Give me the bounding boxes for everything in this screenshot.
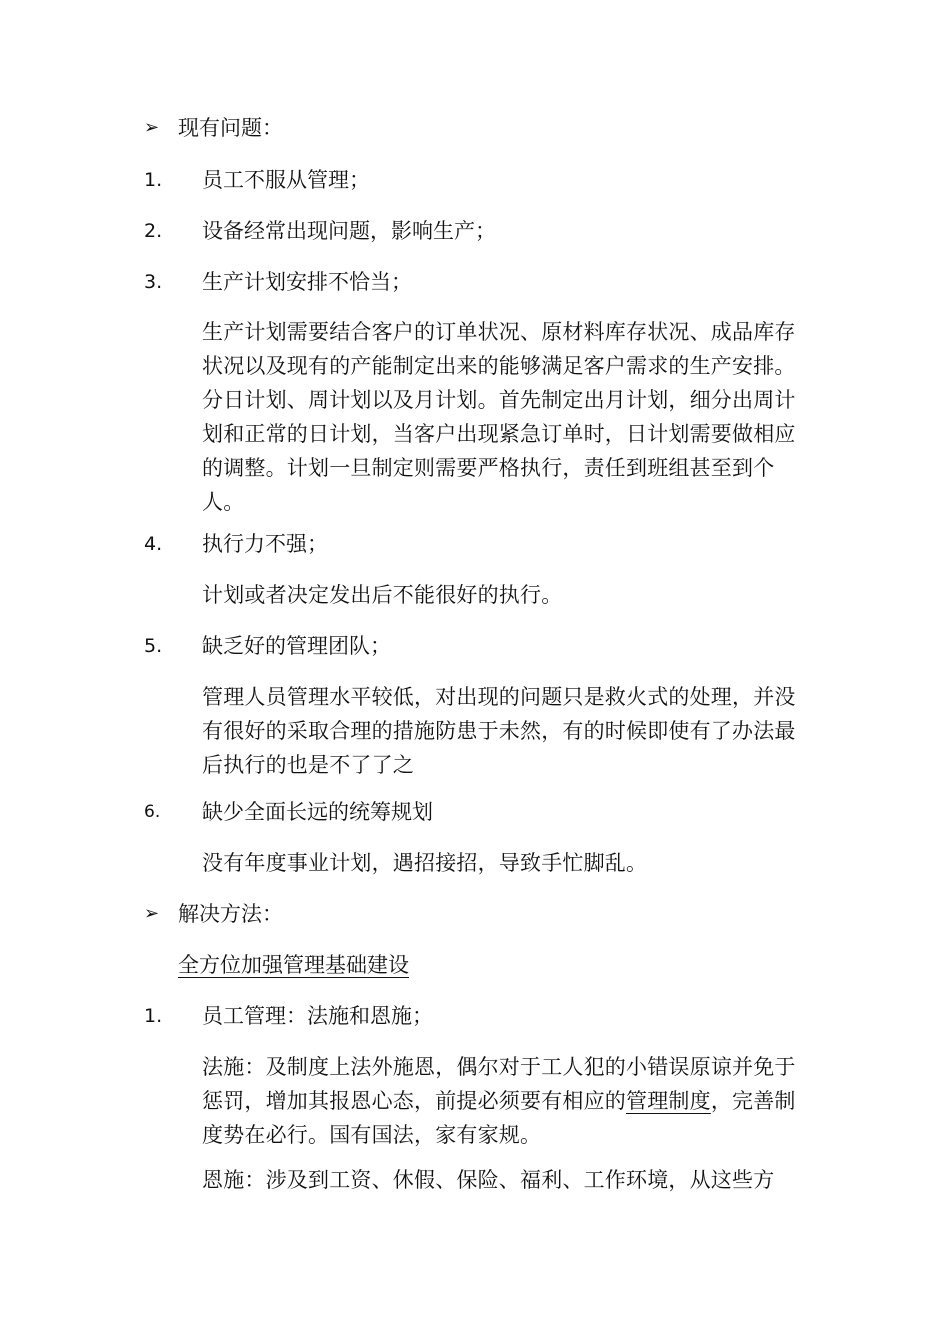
problem-title: 缺少全面长远的统筹规划: [202, 800, 433, 824]
solution-number: 1.: [144, 1005, 163, 1027]
problem-number: 5.: [144, 635, 163, 657]
problem-description: 管理人员管理水平较低，对出现的问题只是救火式的处理，并没有很好的采取合理的措施防患于未然，有的时候即使有了办法最后执行的也是不了了之: [202, 685, 796, 777]
solution-subtitle: 全方位加强管理基础建设: [178, 953, 409, 977]
problem-title: 设备经常出现问题，影响生产；: [202, 219, 496, 243]
problem-number: 4.: [144, 533, 163, 555]
solution-enshi-paragraph: 恩施：涉及到工资、休假、保险、福利、工作环境，从这些方: [202, 1168, 775, 1192]
solution-title: 员工管理：法施和恩施；: [202, 1004, 433, 1028]
problem-title: 员工不服从管理；: [202, 168, 370, 192]
problem-title: 生产计划安排不恰当；: [202, 270, 412, 294]
fashi-text-after: ，完善制度势在必行。国有国法，家有家规。: [202, 1089, 796, 1147]
problem-title: 缺乏好的管理团队；: [202, 634, 391, 658]
section-heading-solutions: 解决方法：: [178, 902, 283, 926]
bullet-arrow-icon: ➢: [144, 903, 160, 924]
bullet-arrow-icon: ➢: [144, 117, 160, 138]
problem-description: 计划或者决定发出后不能很好的执行。: [202, 583, 563, 607]
fashi-text-before: 法施：及制度上法外施恩，偶尔对于工人犯的小错误原谅并免于惩罚，增加其报恩心态，前提必须要有相应的: [202, 1055, 796, 1113]
problem-number: 1.: [144, 169, 163, 191]
solution-fashi-paragraph: [202, 1050, 814, 1152]
problem-title: 执行力不强；: [202, 532, 328, 556]
problem-number: 2.: [144, 220, 163, 242]
management-system-link: 管理制度: [626, 1089, 711, 1113]
problem-number: 3.: [144, 271, 163, 293]
problem-number: 6.: [144, 802, 161, 822]
problem-description: 没有年度事业计划，遇招接招，导致手忙脚乱。: [202, 851, 648, 875]
problem-description: 生产计划需要结合客户的订单状况、原材料库存状况、成品库存状况以及现有的产能制定出来的能够满足客户需求的生产安排。分日计划、周计划以及月计划。首先制定出月计划，细分出周计划和正常的日计划，当客户出现紧急订单时，日计划需要做相应的调整。计划一旦制定则需要严格执行，责任到班组甚至到个人。: [202, 320, 796, 514]
section-heading-problems: 现有问题：: [178, 116, 283, 140]
